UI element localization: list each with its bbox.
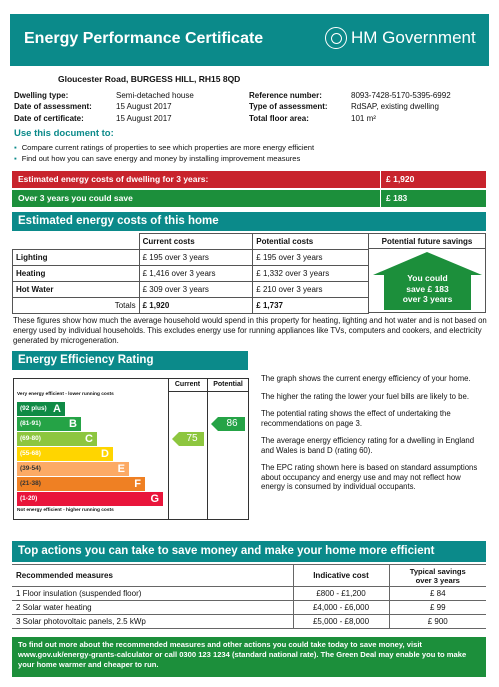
- costs-table: [12, 233, 369, 314]
- page-title: Energy Performance Certificate: [24, 30, 264, 47]
- floor-area-value: 101 m²: [351, 114, 376, 123]
- indicative-cost-cell: £800 - £1,200: [293, 587, 389, 601]
- efficiency-explanation: [261, 374, 483, 492]
- column-divider: [168, 379, 169, 519]
- reference-label: Reference number:: [249, 91, 322, 100]
- band-range: (1-20): [20, 495, 38, 502]
- band-range: (39-54): [20, 465, 41, 472]
- use-document-bullet: ▪ Compare current ratings of properties to see which properties are more energy efficient: [14, 143, 314, 152]
- current-cost-cell: £ 309 over 3 years: [139, 282, 253, 298]
- current-rating-value: 75: [186, 433, 198, 444]
- saving-cell: £ 99: [389, 601, 486, 615]
- rating-band-e: [17, 462, 129, 476]
- measure-cell: 3 Solar photovoltaic panels, 2.5 kWp: [12, 615, 293, 629]
- total-potential-cell: £ 1,737: [253, 298, 369, 314]
- footer-info: To find out more about the recommended measures and other actions you could take today to save money, visit www.gov.uk/energy-grants-calculator or call 0300 123 1234 (standard national rate). The Green Deal may enable you to make your home warmer and cheaper to run.: [12, 637, 486, 677]
- saving-cell: £ 900: [389, 615, 486, 629]
- property-address: Gloucester Road, BURGESS HILL, RH15 8QD: [58, 74, 241, 84]
- potential-saving-label: Over 3 years you could save: [18, 193, 133, 203]
- costs-note: These figures show how much the average household would spend in this property for heating, lighting and hot water and is not based on energy used by individual households. This excludes energy use for running appliances like TVs, computers and cookers, and electricity generated by microgeneration.: [13, 316, 487, 345]
- rating-chart: [13, 378, 249, 520]
- date-certificate-label: Date of certificate:: [14, 114, 84, 123]
- measure-cell: 2 Solar water heating: [12, 601, 293, 615]
- assessment-type-value: RdSAP, existing dwelling: [351, 102, 439, 111]
- band-letter: C: [85, 433, 93, 445]
- use-document-heading: Use this document to:: [14, 128, 114, 139]
- potential-cost-cell: £ 195 over 3 years: [253, 250, 369, 266]
- explanation-paragraph: The average energy efficiency rating for a dwelling in England and Wales is band D (rating 60).: [261, 436, 475, 455]
- potential-saving-value: £ 183: [386, 193, 408, 203]
- current-column-header: Current: [174, 381, 201, 388]
- rating-band-f: [17, 477, 145, 491]
- band-letter: F: [134, 478, 141, 490]
- column-header-divider: [168, 391, 248, 392]
- bar-divider: [380, 171, 381, 188]
- assessment-type-label: Type of assessment:: [249, 102, 328, 111]
- band-letter: D: [101, 448, 109, 460]
- rating-band-g: [17, 492, 163, 506]
- explanation-paragraph: The graph shows the current energy efficiency of your home.: [261, 374, 471, 383]
- savings-callout-line: over 3 years: [402, 294, 453, 304]
- use-document-bullet: ▪ Find out how you can save energy and money by installing improvement measures: [14, 154, 300, 163]
- indicative-cost-cell: £4,000 - £6,000: [293, 601, 389, 615]
- current-cost-cell: £ 195 over 3 years: [139, 250, 253, 266]
- date-assessment-value: 15 August 2017: [116, 102, 172, 111]
- estimated-cost-bar: [12, 171, 486, 188]
- actions-table: [12, 564, 486, 629]
- estimated-cost-value: £ 1,920: [386, 174, 415, 184]
- estimated-cost-label: Estimated energy costs of dwelling for 3 years:: [18, 174, 209, 184]
- savings-header: Typical savings over 3 years: [389, 565, 486, 587]
- blank-header-cell: [13, 234, 140, 250]
- explanation-paragraph: The EPC rating shown here is based on standard assumptions about occupancy and energy use and may not reflect how energy is consumed by individual occupants.: [261, 463, 478, 491]
- certificate-header: [10, 14, 489, 66]
- bar-divider: [380, 190, 381, 207]
- table-row: [13, 250, 369, 266]
- actions-section-heading: Top actions you can take to save money and make your home more efficient: [12, 541, 486, 562]
- explanation-paragraph: The potential rating shows the effect of undertaking the recommendations on page 3.: [261, 409, 451, 428]
- potential-cost-cell: £ 210 over 3 years: [253, 282, 369, 298]
- explanation-paragraph: The higher the rating the lower your fuel bills are likely to be.: [261, 391, 470, 401]
- royal-crest-icon: [325, 27, 347, 49]
- rating-band-d: [17, 447, 113, 461]
- measures-header: Recommended measures: [12, 565, 293, 587]
- date-assessment-label: Date of assessment:: [14, 102, 92, 111]
- band-range: (81-91): [20, 420, 41, 427]
- total-current-cell: £ 1,920: [139, 298, 253, 314]
- indicative-cost-cell: £5,000 - £8,000: [293, 615, 389, 629]
- table-row: [12, 587, 486, 601]
- cost-header: Indicative cost: [293, 565, 389, 587]
- potential-saving-bar: [12, 190, 486, 207]
- inefficient-note: Not energy efficient - higher running costs: [17, 508, 114, 513]
- future-savings-header: Potential future savings: [369, 233, 486, 249]
- table-row: [13, 266, 369, 282]
- saving-cell: £ 84: [389, 587, 486, 601]
- measure-cell: 1 Floor insulation (suspended floor): [12, 587, 293, 601]
- floor-area-label: Total floor area:: [249, 114, 309, 123]
- table-row: [13, 282, 369, 298]
- band-range: (21-38): [20, 480, 41, 487]
- band-range: (69-80): [20, 435, 41, 442]
- band-letter: B: [69, 418, 77, 430]
- rating-band-c: [17, 432, 97, 446]
- potential-column-header: Potential: [213, 381, 243, 388]
- date-certificate-value: 15 August 2017: [116, 114, 172, 123]
- hm-government-logo: [325, 27, 476, 49]
- cost-row-label: Heating: [13, 266, 140, 282]
- table-row: [12, 601, 486, 615]
- rating-band-b: [17, 417, 81, 431]
- costs-header-row: [13, 234, 369, 250]
- potential-cost-cell: £ 1,332 over 3 years: [253, 266, 369, 282]
- efficiency-section-heading: Energy Efficiency Rating: [12, 351, 248, 370]
- band-range: (92 plus): [20, 405, 47, 412]
- savings-callout-line: save £ 183: [406, 283, 449, 294]
- totals-label: Totals: [13, 298, 140, 314]
- efficient-note: Very energy efficient - lower running costs: [17, 392, 114, 397]
- potential-rating-value: 86: [226, 418, 238, 429]
- dwelling-type-value: Semi-detached house: [116, 91, 194, 100]
- band-letter: G: [150, 493, 159, 505]
- table-row: [12, 615, 486, 629]
- reference-value: 8093-7428-5170-5395-6992: [351, 91, 451, 100]
- costs-section-heading: Estimated energy costs of this home: [12, 212, 486, 231]
- cost-row-label: Lighting: [13, 250, 140, 266]
- band-range: (55-68): [20, 450, 41, 457]
- band-letter: E: [117, 463, 125, 475]
- potential-costs-header: Potential costs: [253, 234, 369, 250]
- savings-callout-line: You could: [407, 273, 448, 283]
- dwelling-type-label: Dwelling type:: [14, 91, 69, 100]
- current-cost-cell: £ 1,416 over 3 years: [139, 266, 253, 282]
- cost-row-label: Hot Water: [13, 282, 140, 298]
- hm-government-text: HM Government: [351, 28, 476, 47]
- current-costs-header: Current costs: [139, 234, 253, 250]
- savings-callout: [383, 273, 472, 305]
- actions-header-row: [12, 565, 486, 587]
- column-divider: [207, 379, 208, 519]
- band-letter: A: [53, 403, 61, 415]
- totals-row: [13, 298, 369, 314]
- rating-band-a: [17, 402, 65, 416]
